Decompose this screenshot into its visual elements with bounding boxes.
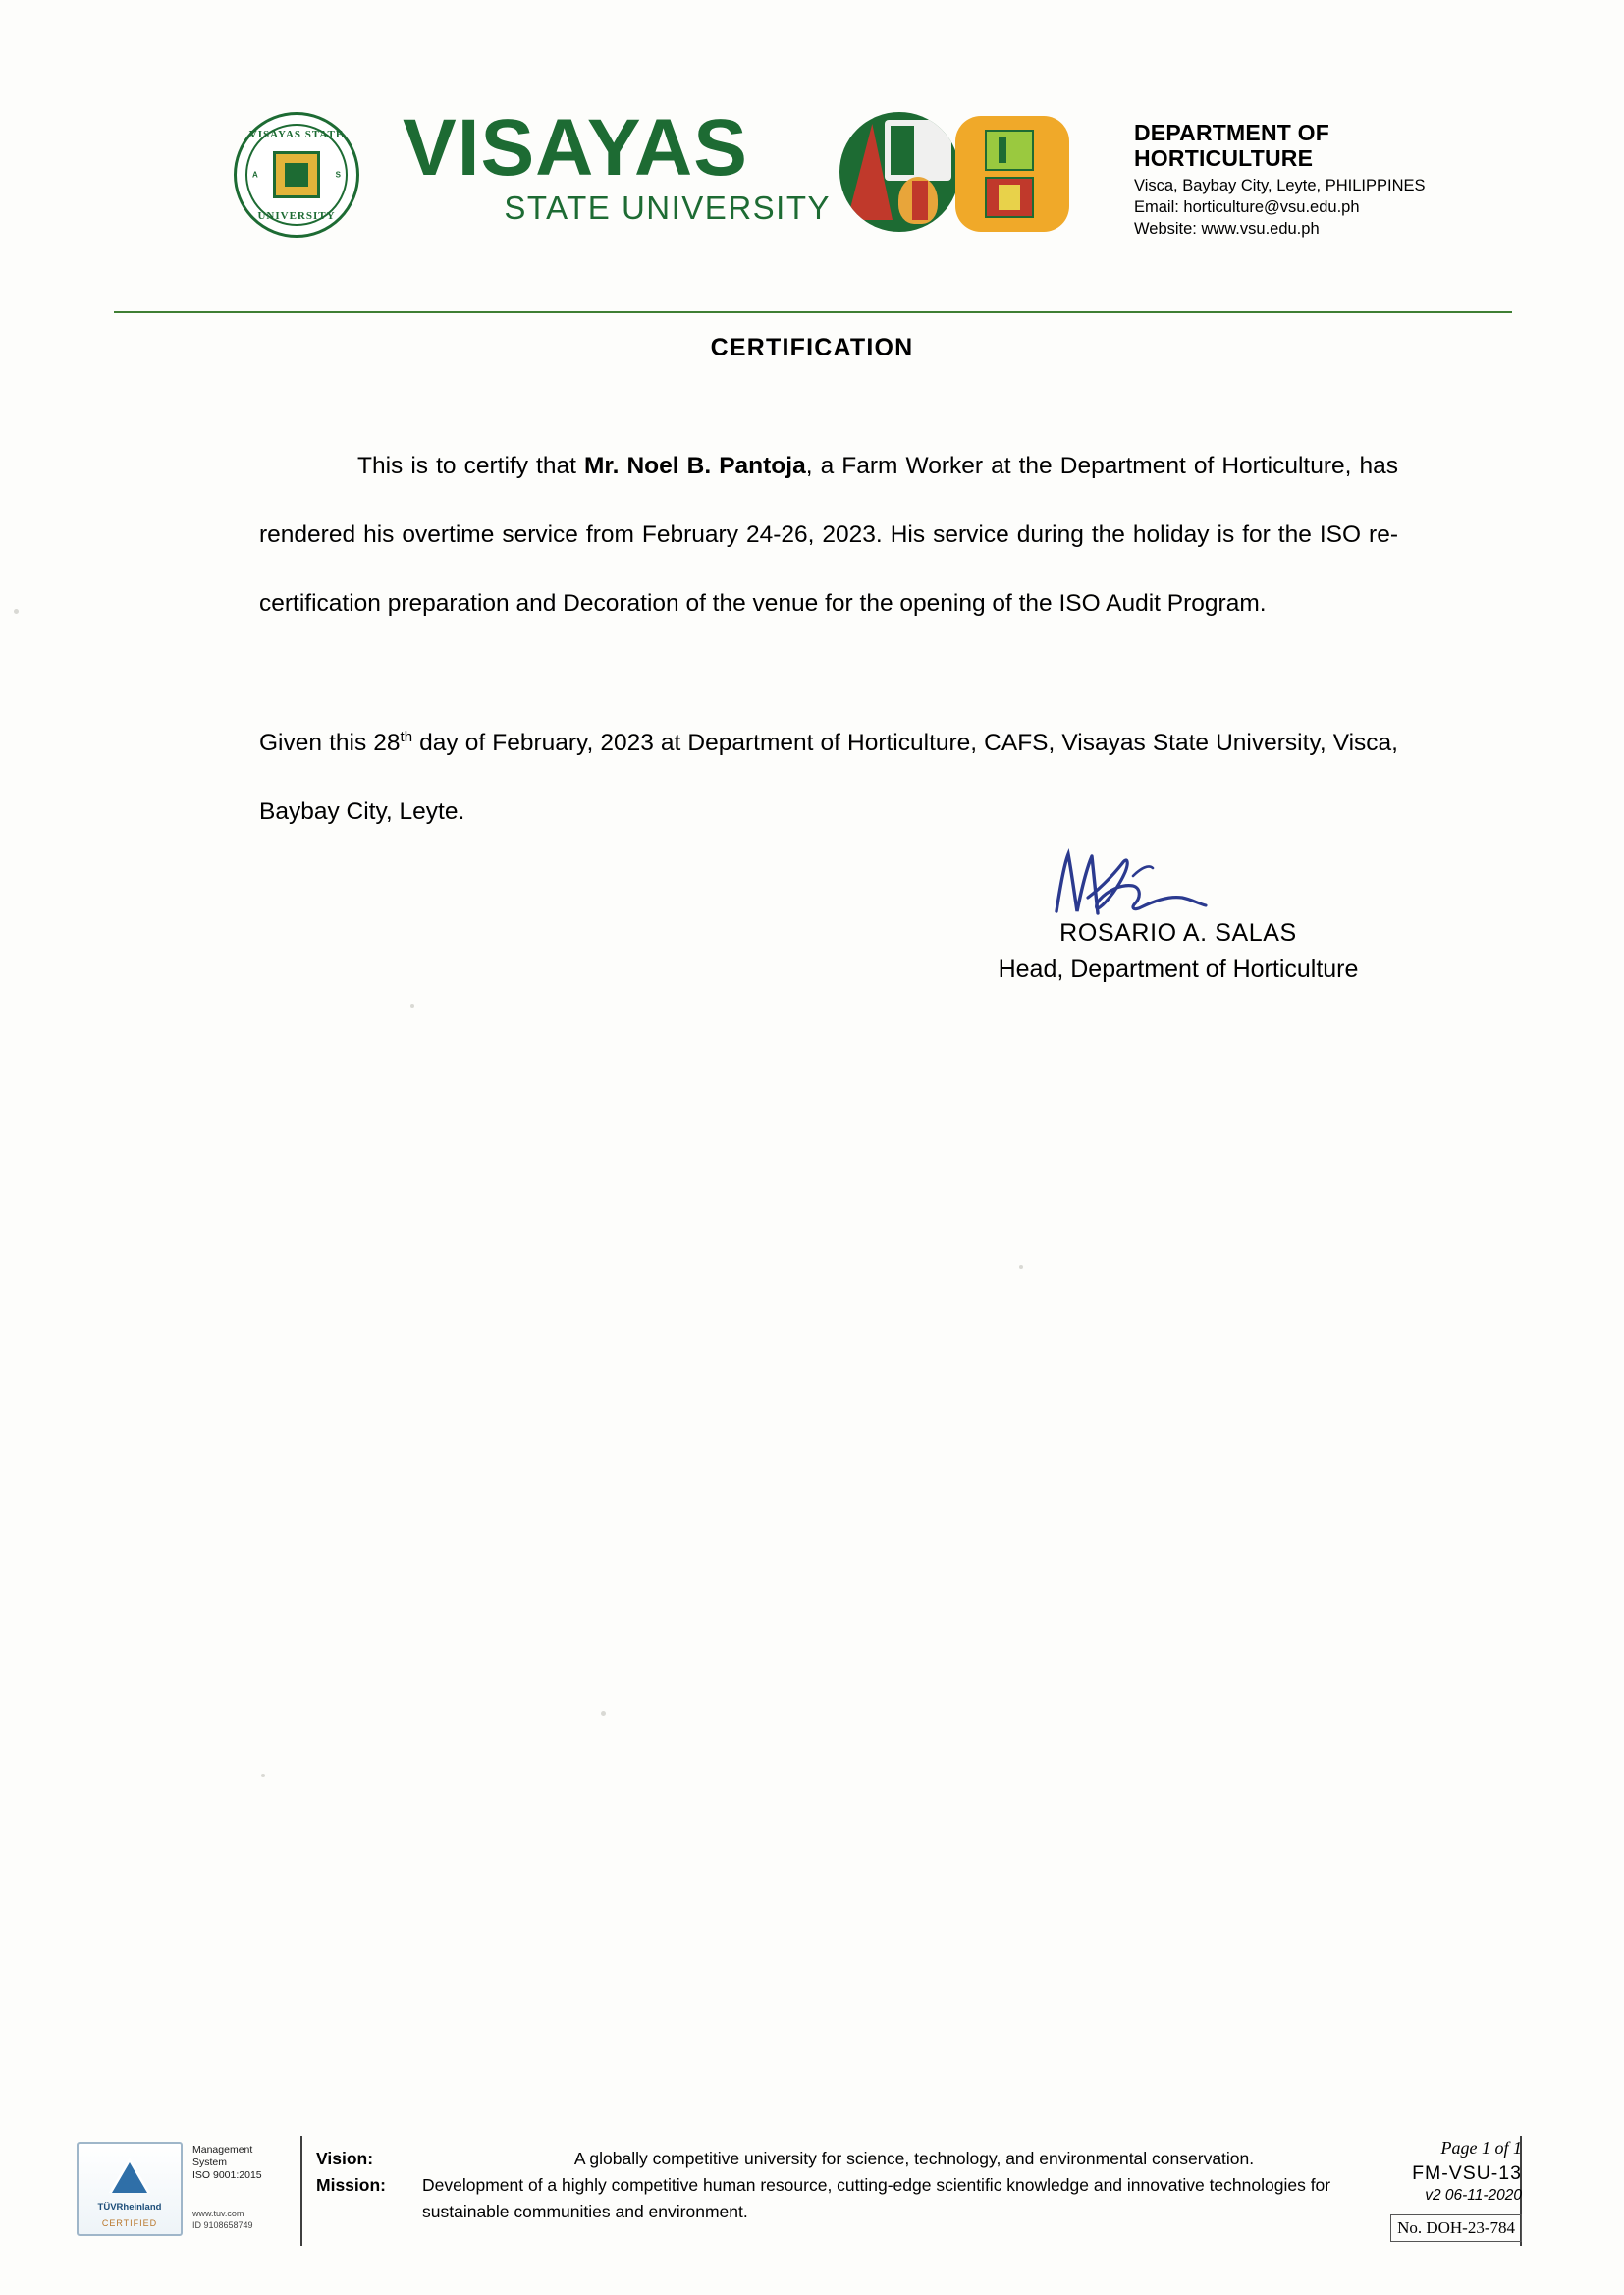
department-logos <box>839 112 1070 236</box>
header-divider <box>114 311 1512 313</box>
scan-speck <box>261 1774 265 1777</box>
scan-speck <box>1019 1265 1023 1269</box>
mgmt-line-2: System <box>192 2157 228 2168</box>
vision-text: A globally competitive university for science, technology, and environmental conservation. <box>573 2149 1255 2168</box>
horticulture-square-logo-icon <box>955 116 1069 232</box>
page-title: CERTIFICATION <box>710 334 914 361</box>
given-statement <box>259 703 1398 847</box>
department-address: Visca, Baybay City, Leyte, PHILIPPINES <box>1134 177 1426 194</box>
body-part-1: This is to certify that <box>357 453 584 479</box>
letterhead <box>0 51 1624 238</box>
footer-document-meta <box>1333 2138 1522 2242</box>
tuv-brand-label: TÜVRheinland <box>97 2202 162 2213</box>
tuv-triangle-icon <box>109 2158 150 2193</box>
vision-mission-block <box>316 2146 1406 2225</box>
signatory-name: ROSARIO A. SALAS <box>1059 919 1297 947</box>
vision-label: Vision: <box>316 2149 374 2168</box>
mission-label: Mission: <box>316 2175 386 2195</box>
department-line-2: HORTICULTURE <box>1134 145 1314 171</box>
document-number: No. DOH-23-784 <box>1390 2214 1522 2242</box>
cafs-circle-logo-icon <box>839 112 959 232</box>
signatory-role: Head, Department of Horticulture <box>998 956 1359 983</box>
seal-left-mark: A <box>252 170 258 180</box>
tuv-certification-badge-icon <box>77 2142 183 2236</box>
form-code: FM-VSU-13 <box>1412 2162 1522 2184</box>
university-wordmark <box>403 103 835 226</box>
certified-person-name: Mr. Noel B. Pantoja <box>584 453 806 479</box>
body-part-2: , a Farm Worker at the Department of Horticulture, has rendered his overtime service from February 24-26, 2023. His service during the holiday is for the ISO re-certification preparation and Decoration of the venue for the opening of the ISO Audit Program. <box>259 453 1398 617</box>
given-ordinal: th <box>400 729 413 745</box>
seal-core <box>273 151 320 198</box>
tuv-certified-label: CERTIFIED <box>101 2218 158 2228</box>
footer-left-divider <box>300 2136 302 2246</box>
scan-speck <box>14 609 19 614</box>
department-email: Email: horticulture@vsu.edu.ph <box>1134 198 1360 216</box>
university-seal-icon <box>234 112 359 238</box>
given-part-1: Given this 28 <box>259 730 401 757</box>
seal-top-text: VISAYAS STATE <box>248 129 345 140</box>
certification-body <box>259 432 1398 638</box>
management-system-info <box>192 2144 300 2231</box>
mission-text: Development of a highly competitive human resource, cutting-edge scientific knowledge and innovative technologies for sustainable communities and environment. <box>422 2175 1331 2221</box>
mgmt-line-1: Management <box>192 2144 253 2156</box>
wordmark-main: VISAYAS <box>403 103 748 192</box>
wordmark-sub: STATE UNIVERSITY <box>504 190 831 226</box>
handwritten-signature <box>923 854 1434 925</box>
mgmt-line-4: www.tuv.com <box>192 2209 244 2218</box>
mgmt-line-3: ISO 9001:2015 <box>192 2169 262 2181</box>
page-indicator: Page 1 of 1 <box>1440 2138 1522 2158</box>
department-website: Website: www.vsu.edu.ph <box>1134 220 1320 238</box>
page-footer <box>0 2122 1624 2268</box>
signature-block <box>923 854 1434 984</box>
department-info <box>1134 120 1527 240</box>
form-version: v2 06-11-2020 <box>1425 2187 1522 2204</box>
seal-right-mark: S <box>335 170 341 180</box>
given-part-2: day of February, 2023 at Department of Horticulture, CAFS, Visayas State University, Visca, Baybay City, Leyte. <box>259 730 1398 826</box>
scan-speck <box>601 1711 606 1716</box>
scan-speck <box>410 1004 414 1008</box>
seal-bottom-text: UNIVERSITY <box>257 210 336 222</box>
mgmt-line-5: ID 9108658749 <box>192 2220 253 2230</box>
department-line-1: DEPARTMENT OF <box>1134 120 1329 145</box>
